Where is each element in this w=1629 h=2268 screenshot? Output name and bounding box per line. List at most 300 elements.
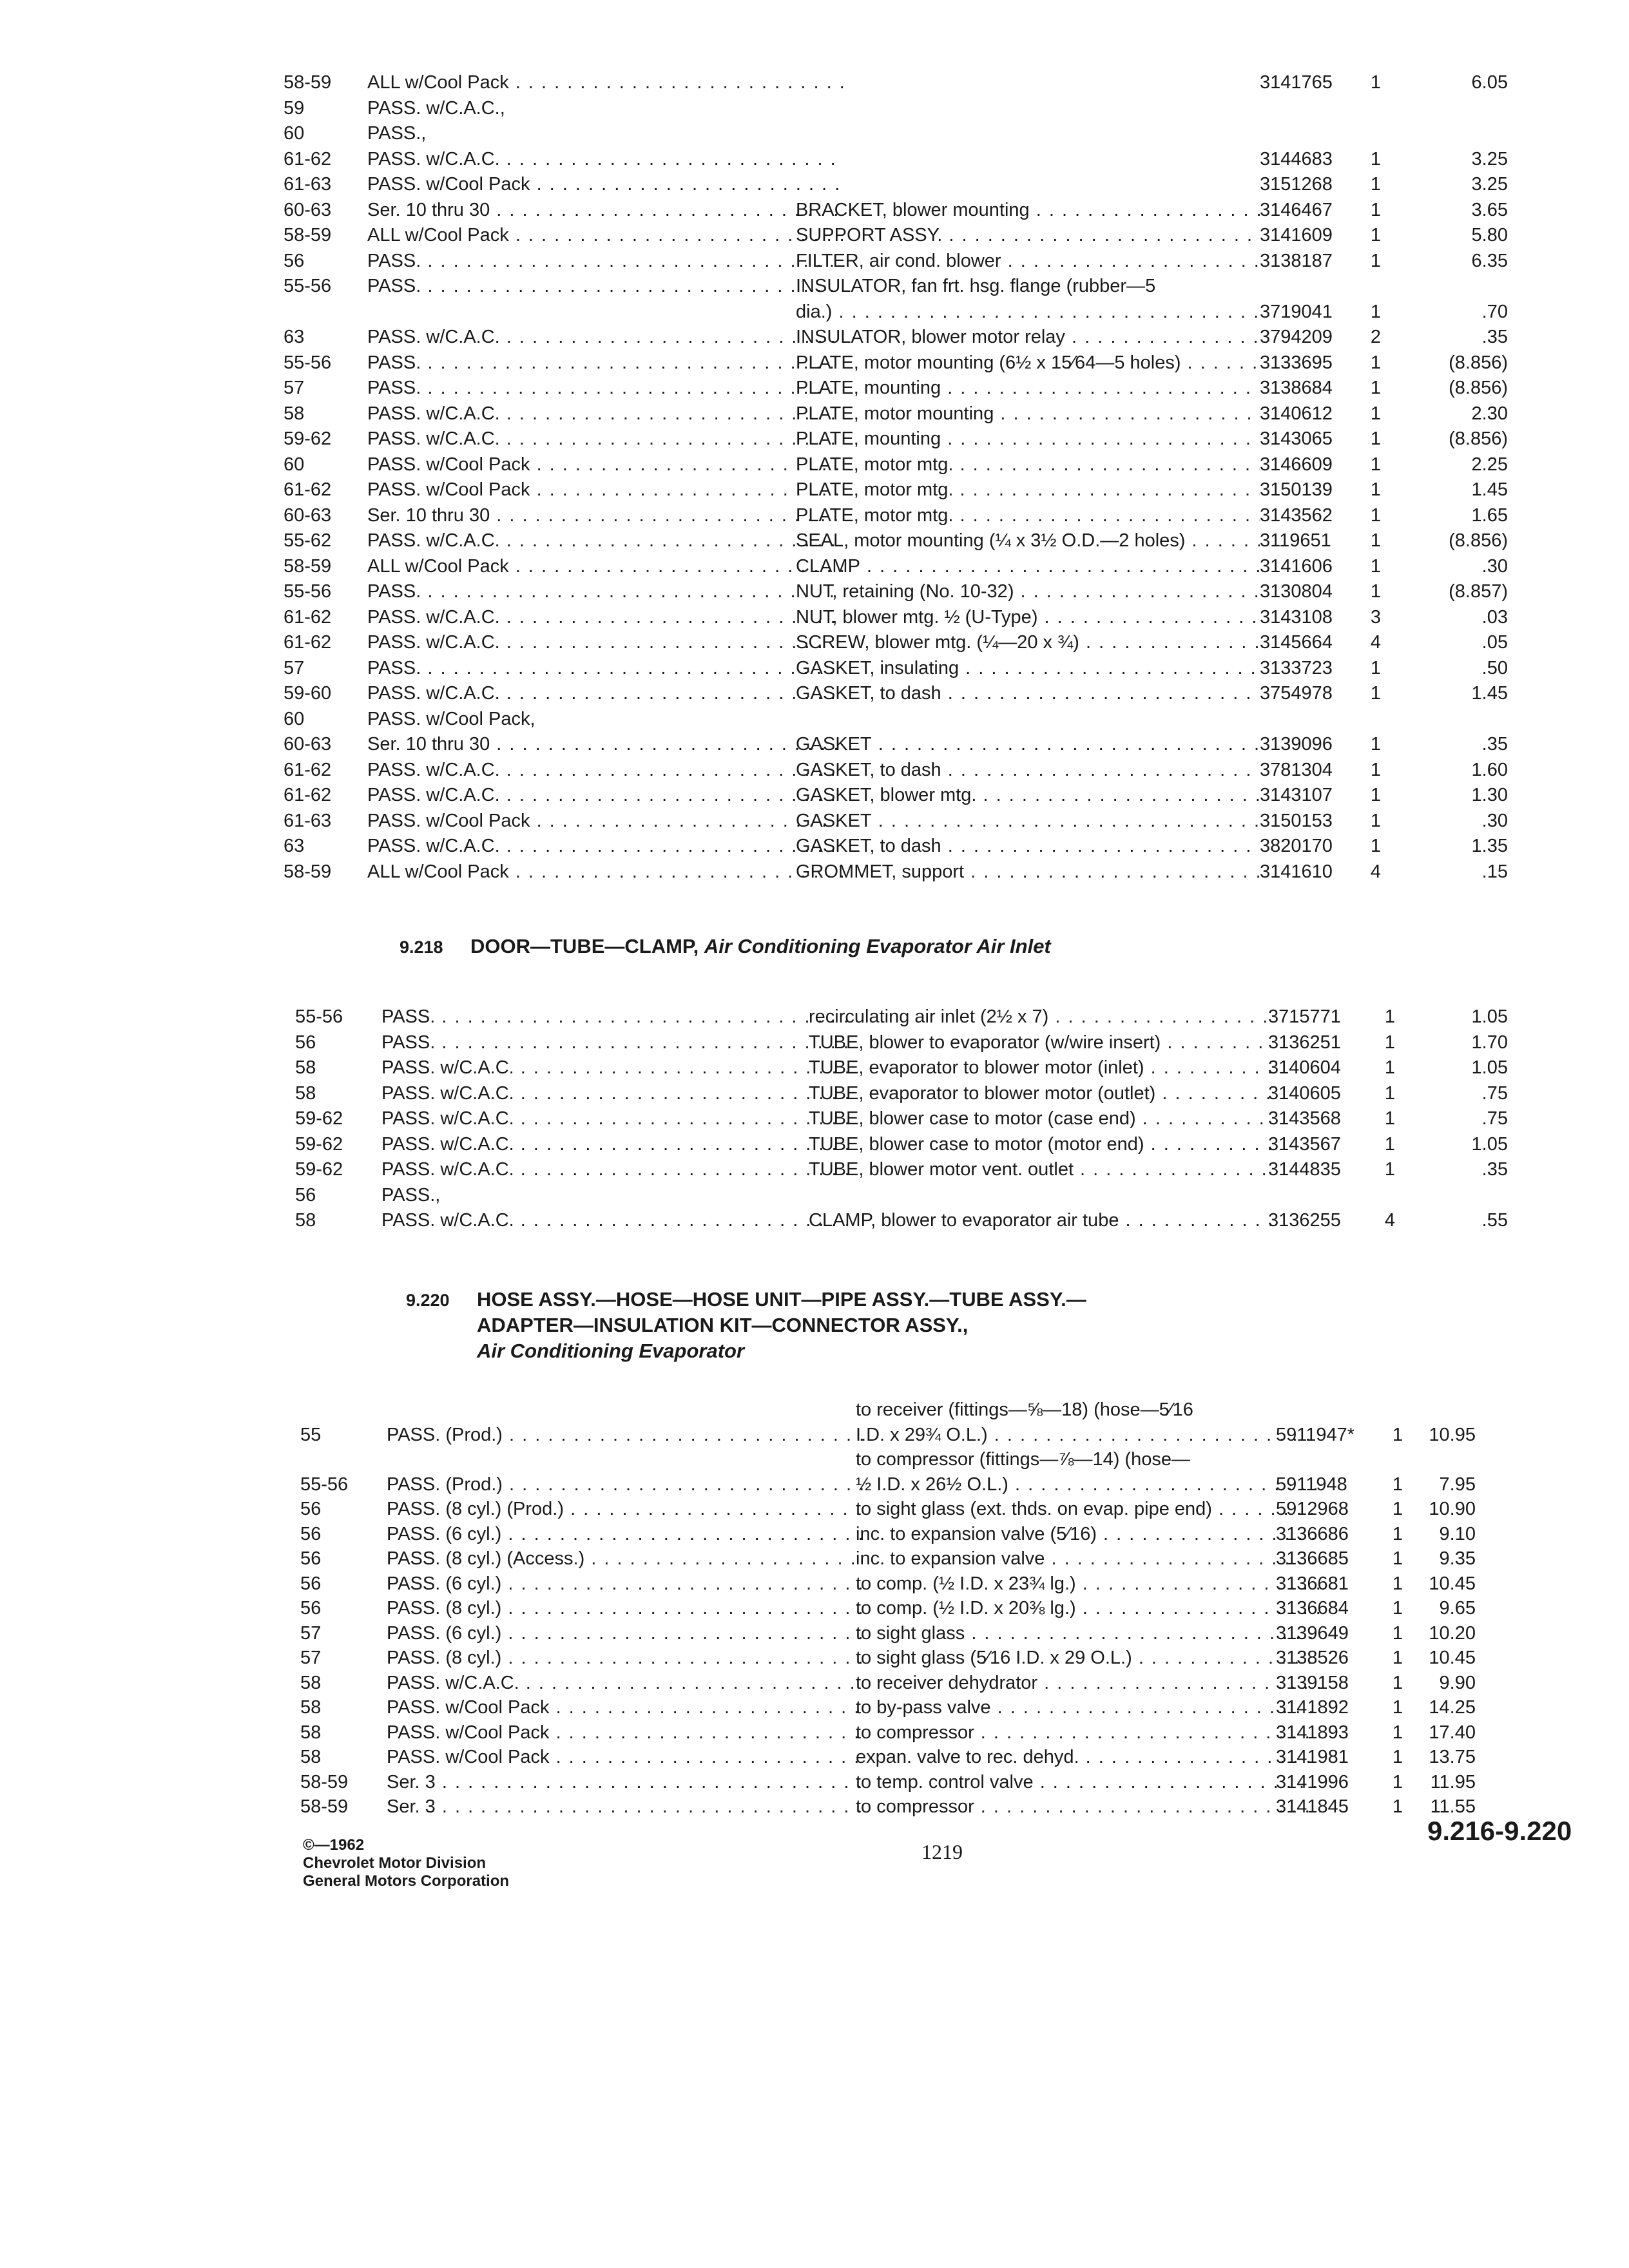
quantity — [1360, 401, 1392, 427]
description-cell — [796, 324, 1260, 350]
price — [1418, 1081, 1508, 1106]
part-number — [1268, 1081, 1378, 1106]
model-cell-text: PASS. (6 cyl.) . . . — [387, 1524, 863, 1544]
year-range-text: 61-62 — [284, 632, 332, 653]
quantity-text: 1 — [1370, 581, 1382, 602]
part-number-text: 3139096 — [1260, 734, 1333, 754]
description-cell-text: GASKET . . . — [796, 811, 1260, 831]
quantity-text: 1 — [1384, 1108, 1396, 1129]
description-cell — [796, 401, 1260, 427]
price-text: 5.80 — [1471, 225, 1508, 245]
description-cell-text: to compressor (fittings—⅞—14) (hose— — [856, 1449, 1190, 1470]
description-cell-text: inc. to expansion valve . . . — [856, 1548, 1320, 1569]
description-cell-text: to compressor . . . — [856, 1796, 1320, 1817]
price — [1418, 833, 1508, 859]
year-range-text: 59-62 — [295, 1159, 343, 1180]
description-cell-text: TUBE, blower to evaporator (w/wire insert) . . . — [809, 1032, 1273, 1053]
price-text: .30 — [1481, 810, 1508, 831]
model-cell-text: PASS. w/C.A.C. . . . — [367, 632, 844, 653]
price-text: 1.30 — [1471, 785, 1508, 805]
price — [1418, 1106, 1508, 1131]
quantity — [1374, 1131, 1406, 1157]
part-number — [1260, 579, 1369, 604]
model-cell — [381, 1030, 858, 1055]
year-range-text: 61-62 — [284, 479, 332, 500]
table-row — [0, 375, 1629, 401]
price — [1418, 146, 1508, 172]
table-row — [0, 222, 1629, 248]
price — [1418, 808, 1508, 834]
price-text: 3.65 — [1471, 199, 1508, 220]
year-range — [284, 604, 361, 630]
price — [1418, 655, 1508, 681]
price — [1418, 1131, 1508, 1157]
section-9220-subtitle — [477, 1338, 744, 1365]
price — [1418, 401, 1508, 427]
price-text: 10.90 — [1429, 1499, 1476, 1519]
description-cell-text: dia.) . . . — [796, 302, 1260, 322]
price — [1418, 324, 1508, 350]
description-cell — [856, 1546, 1320, 1571]
year-range — [295, 1004, 372, 1030]
description-cell — [856, 1571, 1320, 1597]
model-cell — [367, 222, 844, 248]
model-cell — [367, 808, 844, 834]
price — [1418, 1207, 1508, 1233]
model-cell-text: PASS. . . . — [367, 276, 844, 296]
year-range-text: 58-59 — [284, 861, 332, 882]
model-cell — [387, 1720, 863, 1745]
model-cell-text: PASS. . . . — [381, 1006, 858, 1027]
description-cell — [796, 553, 1260, 579]
quantity — [1374, 1004, 1406, 1030]
model-cell — [367, 579, 844, 604]
description-cell — [796, 757, 1260, 783]
description-cell — [856, 1720, 1320, 1745]
model-cell — [367, 553, 844, 579]
model-cell — [387, 1472, 863, 1497]
description-cell — [796, 604, 1260, 630]
table-row — [0, 579, 1629, 604]
quantity — [1374, 1106, 1406, 1131]
quantity-text: 1 — [1370, 378, 1382, 398]
year-range — [300, 1645, 378, 1671]
price-text: .55 — [1481, 1210, 1508, 1231]
part-number-text: 3141893 — [1276, 1722, 1349, 1743]
year-range — [300, 1720, 378, 1745]
description-cell — [856, 1595, 1320, 1621]
quantity — [1360, 350, 1392, 376]
year-range — [284, 808, 361, 834]
price — [1385, 1645, 1476, 1671]
model-cell — [367, 375, 844, 401]
quantity-text: 1 — [1370, 683, 1382, 704]
table-row — [0, 503, 1629, 528]
price — [1418, 503, 1508, 528]
year-range — [284, 426, 361, 452]
model-cell-text: PASS. . . . — [367, 352, 844, 373]
part-number-text: 3140612 — [1260, 403, 1333, 424]
part-number — [1260, 757, 1369, 783]
quantity — [1374, 1157, 1406, 1182]
quantity — [1360, 70, 1392, 95]
year-range — [284, 859, 361, 885]
table-row — [0, 70, 1629, 95]
section-heading-line1: HOSE ASSY.—HOSE—HOSE UNIT—PIPE ASSY.—TUBE ASSY.— — [477, 1288, 1086, 1311]
quantity-text: 4 — [1384, 1210, 1396, 1231]
model-cell-text: PASS. (8 cyl.) . . . — [387, 1648, 863, 1668]
part-number-text: 5911947* — [1276, 1424, 1355, 1445]
description-cell-text: SUPPORT ASSY. . . . — [796, 225, 1260, 245]
model-cell-text: PASS. w/C.A.C., — [367, 97, 505, 119]
table-row — [0, 1004, 1629, 1030]
model-cell-text: PASS. w/C.A.C. . . . — [367, 327, 844, 347]
model-cell-text: PASS. w/C.A.C. . . . — [381, 1159, 858, 1180]
model-cell — [381, 1131, 858, 1157]
part-number-text: 3141892 — [1276, 1697, 1349, 1718]
table-row — [0, 1620, 1629, 1646]
part-number — [1276, 1422, 1385, 1448]
part-number — [1260, 655, 1369, 681]
year-range — [284, 70, 361, 95]
part-number-text: 3136255 — [1268, 1210, 1341, 1231]
price-text: 2.25 — [1471, 454, 1508, 475]
model-cell — [367, 706, 844, 732]
quantity — [1360, 197, 1392, 223]
description-cell-text: to receiver (fittings—⅝—18) (hose—5⁄16 — [856, 1399, 1193, 1420]
year-range-text: 56 — [300, 1499, 322, 1519]
model-cell-text: ALL w/Cool Pack . . . — [367, 225, 844, 245]
description-cell-text: PLATE, motor mounting . . . — [796, 403, 1260, 424]
table-row — [0, 680, 1629, 706]
year-range-text: 60 — [284, 454, 305, 475]
part-number-text: 3138526 — [1276, 1648, 1349, 1668]
quantity-text: 1 — [1392, 1771, 1403, 1792]
quantity — [1360, 426, 1392, 452]
model-cell — [367, 782, 844, 808]
table-row — [0, 350, 1629, 376]
description-cell — [856, 1670, 1320, 1696]
quantity-text: 1 — [1370, 836, 1382, 856]
price — [1385, 1620, 1476, 1646]
price-text: .05 — [1481, 632, 1508, 653]
part-number — [1260, 680, 1369, 706]
quantity — [1360, 629, 1392, 655]
quantity-text: 1 — [1370, 352, 1382, 373]
table-row — [0, 273, 1629, 299]
quantity-text: 1 — [1392, 1747, 1403, 1767]
description-cell — [796, 655, 1260, 681]
model-cell — [367, 171, 844, 197]
price-text: 11.95 — [1430, 1771, 1476, 1792]
price — [1385, 1695, 1476, 1720]
year-range — [295, 1207, 372, 1233]
part-number-text: 3133723 — [1260, 657, 1333, 678]
price-text: 1.05 — [1471, 1057, 1508, 1078]
model-cell-text: PASS., — [381, 1184, 441, 1206]
model-cell-text: PASS. (8 cyl.) (Prod.) . . . — [387, 1499, 863, 1519]
price — [1385, 1595, 1476, 1621]
year-range-text: 60 — [284, 123, 305, 144]
year-range-text: 56 — [300, 1548, 322, 1569]
model-cell-text: PASS. w/C.A.C. . . . — [381, 1057, 858, 1078]
price-text: 1.05 — [1471, 1133, 1508, 1155]
table-row — [0, 1744, 1629, 1770]
model-cell — [367, 528, 844, 553]
quantity-text: 1 — [1370, 174, 1382, 195]
description-cell — [856, 1521, 1320, 1547]
year-range-text: 55-56 — [284, 352, 332, 373]
year-range-text: 55 — [300, 1424, 322, 1445]
description-cell — [856, 1446, 1320, 1472]
year-range-text: 57 — [300, 1622, 322, 1644]
year-range — [284, 706, 361, 732]
part-number-text: 3140605 — [1268, 1082, 1341, 1104]
quantity — [1374, 1030, 1406, 1055]
table-row — [0, 706, 1629, 732]
price-text: (8.856) — [1449, 428, 1508, 449]
model-cell-text: PASS. w/Cool Pack . . . — [387, 1747, 863, 1767]
description-cell-text: GASKET, to dash . . . — [796, 760, 1260, 780]
quantity-text: 1 — [1370, 657, 1382, 678]
part-number-text: 3754978 — [1260, 683, 1333, 704]
table-row — [0, 1695, 1629, 1720]
copyright-footer — [303, 1836, 509, 1890]
model-cell — [387, 1595, 863, 1621]
quantity-text: 1 — [1370, 479, 1382, 500]
price — [1418, 452, 1508, 477]
table-row — [0, 1106, 1629, 1131]
section-heading-line2: ADAPTER—INSULATION KIT—CONNECTOR ASSY., — [477, 1314, 969, 1336]
model-cell-text: PASS. w/C.A.C. . . . — [367, 607, 844, 628]
part-number-text: 3143562 — [1260, 505, 1333, 526]
model-cell — [367, 833, 844, 859]
part-number — [1268, 1131, 1378, 1157]
part-number-text: 3136684 — [1276, 1598, 1349, 1619]
price — [1418, 528, 1508, 553]
price-text: 9.90 — [1439, 1672, 1476, 1693]
price — [1385, 1422, 1476, 1448]
model-cell-text: PASS. (6 cyl.) . . . — [387, 1623, 863, 1644]
price-text: .35 — [1481, 327, 1508, 347]
part-number-text: 3143065 — [1260, 428, 1333, 449]
description-cell-text: to by-pass valve . . . — [856, 1697, 1320, 1718]
part-number — [1276, 1571, 1385, 1597]
quantity-text: 1 — [1370, 785, 1382, 805]
year-range-text: 63 — [284, 836, 305, 856]
table-row — [0, 1496, 1629, 1522]
table-row — [0, 1157, 1629, 1182]
description-cell — [796, 782, 1260, 808]
description-cell — [796, 579, 1260, 604]
description-cell-text: TUBE, blower case to motor (motor end) . . . — [809, 1134, 1273, 1155]
description-cell-text: BRACKET, blower mounting . . . — [796, 200, 1260, 220]
quantity-text: 1 — [1384, 1159, 1396, 1180]
part-number — [1276, 1695, 1385, 1720]
price-text: 1.65 — [1471, 505, 1508, 526]
quantity — [1360, 731, 1392, 757]
part-number — [1260, 426, 1369, 452]
price-text: 1.35 — [1471, 836, 1508, 856]
model-cell — [387, 1571, 863, 1597]
section-number: 9.218 — [400, 937, 443, 957]
price — [1418, 248, 1508, 274]
model-cell — [387, 1769, 863, 1795]
price-text: .50 — [1481, 657, 1508, 678]
model-cell-text: Ser. 10 thru 30 . . . — [367, 505, 844, 526]
description-cell — [809, 1157, 1273, 1182]
year-range-text: 56 — [300, 1598, 322, 1619]
model-cell — [367, 146, 844, 172]
price-text: 9.10 — [1439, 1523, 1476, 1544]
part-number-text: 3136251 — [1268, 1032, 1341, 1053]
price — [1385, 1744, 1476, 1770]
price — [1418, 604, 1508, 630]
quantity — [1360, 757, 1392, 783]
price-text: .03 — [1481, 606, 1508, 628]
part-number-text: 3136686 — [1276, 1523, 1349, 1544]
year-range-text: 59-62 — [284, 428, 332, 449]
model-cell — [387, 1521, 863, 1547]
part-number-text: 3781304 — [1260, 759, 1333, 780]
description-cell — [856, 1620, 1320, 1646]
price-text: 10.45 — [1429, 1573, 1476, 1594]
model-cell-text: PASS. (Prod.) . . . — [387, 1474, 863, 1495]
price-text: 9.65 — [1439, 1598, 1476, 1619]
quantity-text: 1 — [1384, 1082, 1396, 1104]
quantity-text: 1 — [1370, 301, 1382, 322]
model-cell-text: Ser. 3 . . . — [387, 1772, 863, 1792]
description-cell-text: NUT, retaining (No. 10-32) . . . — [796, 581, 1260, 602]
quantity-text: 1 — [1384, 1057, 1396, 1078]
price — [1418, 1157, 1508, 1182]
model-cell — [381, 1081, 858, 1106]
description-cell — [796, 503, 1260, 528]
year-range-text: 63 — [284, 327, 305, 347]
description-cell-text: GASKET, to dash . . . — [796, 683, 1260, 704]
part-number — [1268, 1004, 1378, 1030]
table-row — [0, 95, 1629, 121]
model-cell — [387, 1422, 863, 1448]
model-cell — [367, 604, 844, 630]
table-row — [0, 528, 1629, 553]
model-cell — [381, 1106, 858, 1131]
table-row — [0, 1769, 1629, 1795]
part-number — [1268, 1106, 1378, 1131]
part-number — [1260, 222, 1369, 248]
year-range — [300, 1422, 378, 1448]
description-cell — [796, 452, 1260, 477]
description-cell — [796, 273, 1260, 299]
part-number — [1260, 731, 1369, 757]
price-text: 9.35 — [1439, 1548, 1476, 1569]
part-number-text: 3133695 — [1260, 352, 1333, 373]
model-cell — [367, 350, 844, 376]
section-range: 9.216-9.220 — [1427, 1816, 1572, 1846]
model-cell-text: PASS. w/C.A.C. . . . — [367, 760, 844, 780]
model-cell-text: Ser. 10 thru 30 . . . — [367, 200, 844, 220]
model-cell-text: PASS. . . . — [367, 378, 844, 398]
price — [1418, 171, 1508, 197]
year-range — [284, 833, 361, 859]
part-number-text: 3138684 — [1260, 378, 1333, 398]
model-cell — [387, 1744, 863, 1770]
model-cell-text: PASS., — [367, 123, 427, 144]
price — [1418, 680, 1508, 706]
model-cell-text: PASS. w/C.A.C. . . . — [367, 836, 844, 856]
model-cell-text: PASS. (8 cyl.) (Access.) . . . — [387, 1548, 863, 1569]
description-cell-text: PLATE, motor mounting (6½ x 15⁄64—5 holes) . . . — [796, 352, 1260, 373]
year-range — [284, 171, 361, 197]
description-cell — [809, 1106, 1273, 1131]
model-cell — [367, 859, 844, 885]
section-heading: DOOR—TUBE—CLAMP, — [470, 935, 699, 957]
model-cell — [367, 70, 844, 95]
part-number-text: 3143568 — [1268, 1108, 1341, 1129]
description-cell — [796, 299, 1260, 325]
year-range — [300, 1595, 378, 1621]
year-range-text: 56 — [295, 1184, 316, 1206]
model-cell-text: Ser. 3 . . . — [387, 1796, 863, 1817]
year-range-text: 60 — [284, 708, 305, 729]
part-number — [1260, 833, 1369, 859]
year-range — [284, 452, 361, 477]
part-number — [1276, 1670, 1385, 1696]
model-cell-text: PASS. w/Cool Pack . . . — [387, 1697, 863, 1718]
part-number-text: 3144683 — [1260, 148, 1333, 169]
price — [1385, 1769, 1476, 1795]
quantity-text: 1 — [1392, 1598, 1403, 1619]
price — [1418, 197, 1508, 223]
year-range — [284, 324, 361, 350]
part-number-text: 3141845 — [1276, 1796, 1349, 1817]
year-range-text: 60-63 — [284, 734, 332, 754]
price-text: 11.55 — [1430, 1796, 1476, 1817]
table-row — [0, 1571, 1629, 1597]
part-number — [1268, 1055, 1378, 1081]
model-cell-text: PASS. w/Cool Pack . . . — [387, 1722, 863, 1743]
year-range — [295, 1055, 372, 1081]
part-number-text: 3141606 — [1260, 555, 1333, 577]
part-number — [1276, 1794, 1385, 1820]
description-cell-text: I.D. x 29¾ O.L.) . . . — [856, 1425, 1320, 1445]
part-number-text: 3139158 — [1276, 1672, 1349, 1693]
year-range-text: 55-56 — [284, 276, 332, 296]
description-cell — [796, 808, 1260, 834]
part-number — [1276, 1472, 1385, 1497]
quantity — [1360, 680, 1392, 706]
model-cell-text: PASS. (Prod.) . . . — [387, 1425, 863, 1445]
model-cell — [387, 1670, 863, 1696]
part-number — [1260, 553, 1369, 579]
year-range-text: 56 — [300, 1523, 322, 1544]
model-cell — [381, 1055, 858, 1081]
corporation-name: General Motors Corporation — [303, 1872, 510, 1890]
year-range — [300, 1670, 378, 1696]
price-text: .75 — [1481, 1108, 1508, 1129]
quantity — [1360, 452, 1392, 477]
description-cell-text: to sight glass . . . — [856, 1623, 1320, 1644]
price — [1385, 1720, 1476, 1745]
quantity-text: 1 — [1370, 454, 1382, 475]
quantity-text: 1 — [1370, 555, 1382, 577]
price — [1385, 1571, 1476, 1597]
quantity-text: 1 — [1384, 1032, 1396, 1053]
price — [1385, 1670, 1476, 1696]
description-cell-text: SEAL, motor mounting (¼ x 3½ O.D.—2 holes) . . . — [796, 530, 1260, 551]
year-range-text: 58 — [300, 1672, 322, 1693]
year-range — [300, 1496, 378, 1522]
